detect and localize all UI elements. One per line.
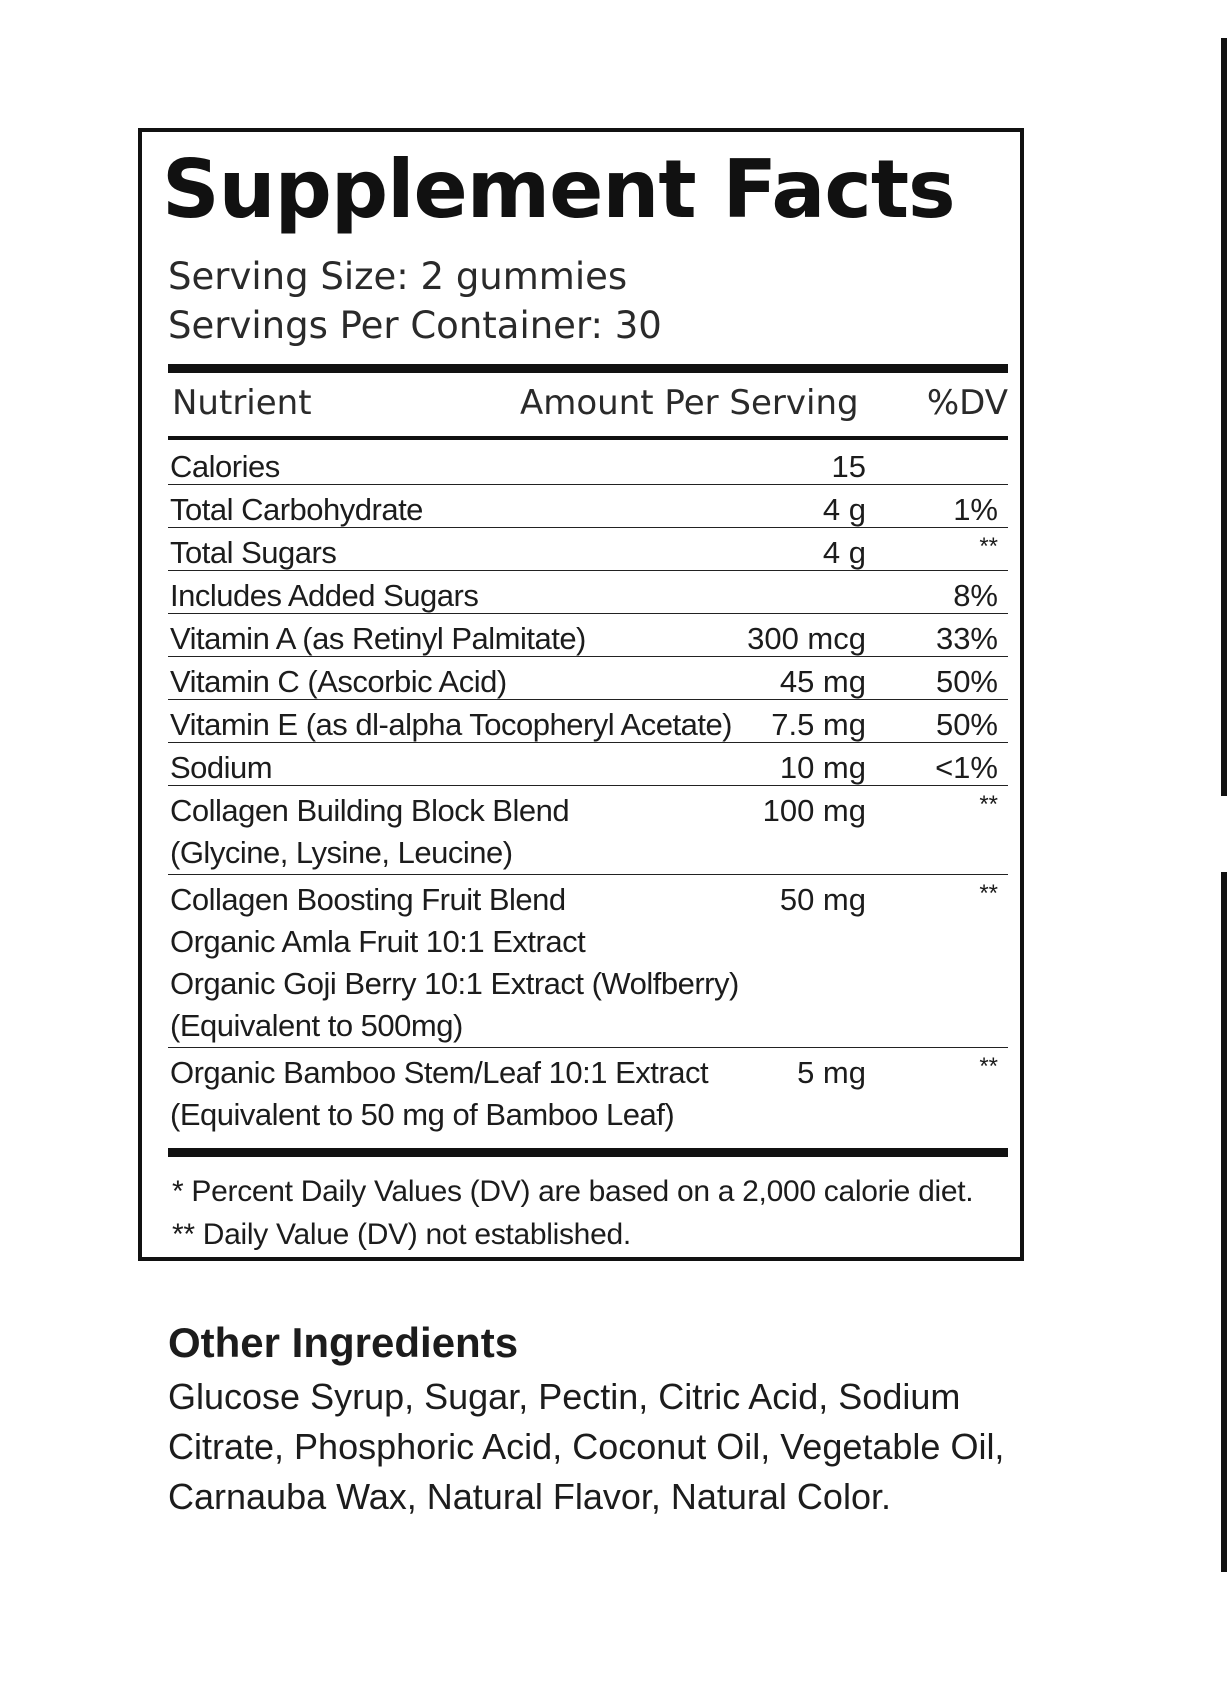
nutrient-name-line: Calories [170, 449, 280, 484]
nutrient-name [170, 747, 272, 789]
nutrient-name [170, 575, 478, 617]
nutrient-dv: <1% [935, 750, 998, 785]
other-ingredients-text [168, 1372, 1005, 1522]
nutrient-row [168, 786, 1008, 875]
facts-title: Supplement Facts [162, 143, 955, 236]
edge-bar-bottom [1221, 872, 1227, 1572]
nutrient-row [168, 571, 1008, 614]
header-dv: %DV [926, 383, 1008, 423]
nutrient-dv: 1% [953, 492, 998, 527]
nutrient-name [170, 704, 732, 746]
nutrient-name [170, 1052, 708, 1136]
nutrient-amount: 7.5 mg [771, 707, 866, 742]
nutrient-amount: 10 mg [779, 750, 866, 785]
nutrient-row [168, 442, 1008, 485]
nutrient-name-line: Collagen Building Block Blend [170, 793, 570, 828]
nutrient-amount: 4 g [822, 535, 866, 570]
nutrient-row [168, 700, 1008, 743]
divider-thick-bottom [168, 1148, 1008, 1157]
nutrient-name-line: (Glycine, Lysine, Leucine) [170, 835, 513, 870]
nutrient-table [168, 442, 1008, 1136]
nutrient-row [168, 485, 1008, 528]
table-header [168, 383, 1008, 426]
servings-per-container: Servings Per Container: 30 [168, 304, 662, 347]
other-ingredients-line: Citrate, Phosphoric Acid, Coconut Oil, Vegetable Oil, [168, 1426, 1005, 1467]
nutrient-name-line: Vitamin A (as Retinyl Palmitate) [170, 621, 586, 656]
nutrient-name [170, 790, 569, 874]
nutrient-name-line: Collagen Boosting Fruit Blend [170, 882, 566, 917]
nutrient-dv: ** [979, 791, 998, 818]
header-nutrient: Nutrient [172, 383, 312, 423]
nutrient-name-line: Total Sugars [170, 535, 337, 570]
serving-size: Serving Size: 2 gummies [168, 255, 628, 298]
nutrient-amount: 45 mg [779, 664, 866, 699]
nutrient-name-line: Organic Bamboo Stem/Leaf 10:1 Extract [170, 1055, 709, 1090]
nutrient-amount: 300 mcg [747, 621, 866, 656]
other-ingredients-line: Glucose Syrup, Sugar, Pectin, Citric Acid, Sodium [168, 1376, 961, 1417]
divider-header [168, 436, 1008, 440]
nutrient-amount: 100 mg [762, 793, 866, 828]
nutrient-dv: 50% [935, 707, 998, 742]
nutrient-row [168, 614, 1008, 657]
edge-bar-top [1221, 38, 1227, 796]
header-amount: Amount Per Serving [520, 383, 859, 423]
footnote-dv-not-established: ** Daily Value (DV) not established. [172, 1218, 631, 1251]
nutrient-name-line: Sodium [170, 750, 273, 785]
nutrient-dv: 33% [935, 621, 998, 656]
nutrient-row [168, 1048, 1008, 1136]
other-ingredients-title: Other Ingredients [168, 1319, 519, 1366]
other-ingredients-line: Carnauba Wax, Natural Flavor, Natural Color. [168, 1476, 891, 1517]
nutrient-name-line: (Equivalent to 500mg) [170, 1008, 463, 1043]
nutrient-name-line: Total Carbohydrate [170, 492, 423, 527]
nutrient-dv: ** [979, 1053, 998, 1080]
nutrient-amount: 4 g [822, 492, 866, 527]
nutrient-name-line: Vitamin E (as dl-alpha Tocopheryl Acetate) [170, 707, 733, 742]
nutrient-name [170, 532, 336, 574]
nutrient-dv: ** [979, 533, 998, 560]
nutrient-name [170, 446, 280, 488]
nutrient-row [168, 528, 1008, 571]
nutrient-name-line: Organic Amla Fruit 10:1 Extract [170, 924, 586, 959]
nutrient-amount: 15 [831, 449, 866, 484]
nutrient-row [168, 743, 1008, 786]
nutrient-row [168, 875, 1008, 1048]
footnote-dv-basis: * Percent Daily Values (DV) are based on a 2,000 calorie diet. [172, 1175, 974, 1208]
nutrient-row [168, 657, 1008, 700]
nutrient-name-line: Includes Added Sugars [170, 578, 479, 613]
nutrient-name [170, 661, 507, 703]
nutrient-dv: 50% [935, 664, 998, 699]
nutrient-amount: 5 mg [797, 1055, 866, 1090]
nutrient-name-line: Vitamin C (Ascorbic Acid) [170, 664, 507, 699]
divider-thick-top [168, 364, 1008, 373]
nutrient-name [170, 618, 586, 660]
nutrient-name [170, 489, 423, 531]
nutrient-name-line: Organic Goji Berry 10:1 Extract (Wolfberry) [170, 966, 739, 1001]
supplement-facts-panel [138, 128, 1024, 1261]
nutrient-name-line: (Equivalent to 50 mg of Bamboo Leaf) [170, 1097, 675, 1132]
nutrient-dv: ** [979, 880, 998, 907]
nutrient-amount: 50 mg [779, 882, 866, 917]
nutrient-dv: 8% [953, 578, 998, 613]
nutrient-name [170, 879, 739, 1047]
